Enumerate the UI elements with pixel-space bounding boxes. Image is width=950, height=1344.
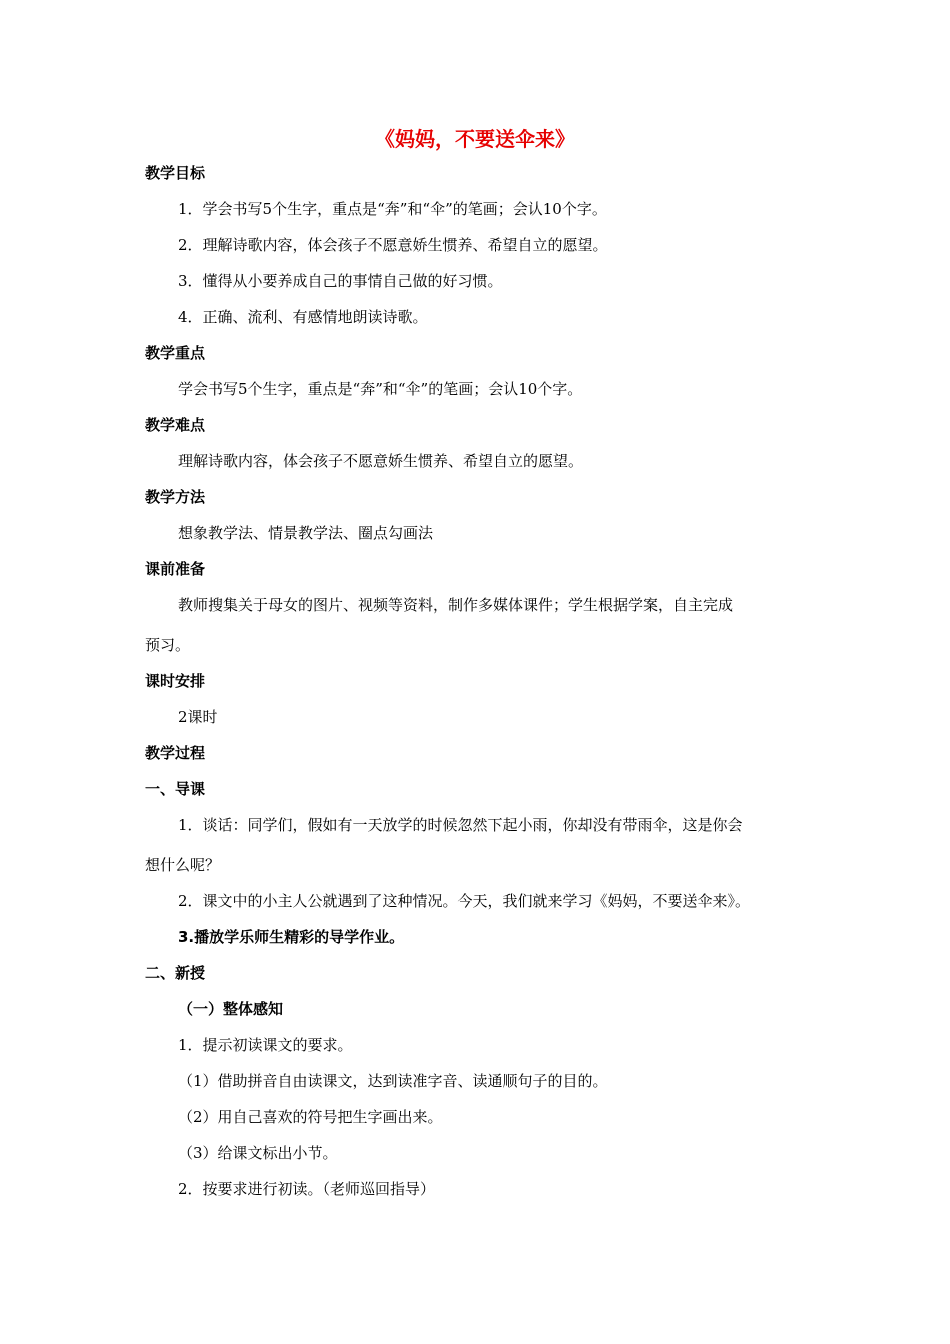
subheading-overall-perception: （一）整体感知: [178, 1000, 284, 1018]
intro-item-1-line-1: 1．谈话：同学们，假如有一天放学的时候忽然下起小雨，你却没有带雨伞，这是你会: [178, 816, 743, 834]
heading-preparation: 课前准备: [145, 560, 206, 578]
heading-schedule: 课时安排: [145, 672, 206, 690]
heading-section-new: 二、新授: [145, 964, 206, 982]
heading-difficulties: 教学难点: [145, 416, 206, 434]
key-points-text: 学会书写5个生字，重点是“奔”和“伞”的笔画；会认10个字。: [178, 380, 583, 398]
preparation-text-line-1: 教师搜集关于母女的图片、视频等资料，制作多媒体课件；学生根据学案，自主完成: [178, 596, 734, 614]
new-item-2: 2．按要求进行初读。（老师巡回指导）: [178, 1180, 436, 1198]
objective-item-4: 4．正确、流利、有感情地朗读诗歌。: [178, 308, 428, 326]
intro-item-2: 2．课文中的小主人公就遇到了这种情况。今天，我们就来学习《妈妈，不要送伞来》。: [178, 892, 751, 910]
objective-item-2: 2．理解诗歌内容，体会孩子不愿意娇生惯养、希望自立的愿望。: [178, 236, 608, 254]
heading-key-points: 教学重点: [145, 344, 206, 362]
heading-section-intro: 一、导课: [145, 780, 206, 798]
intro-item-1-line-2: 想什么呢？: [145, 856, 221, 874]
intro-item-3: 3.播放学乐师生精彩的导学作业。: [178, 928, 405, 946]
heading-objectives: 教学目标: [145, 164, 206, 182]
requirement-3: （3）给课文标出小节。: [178, 1144, 338, 1162]
objective-item-3: 3．懂得从小要养成自己的事情自己做的好习惯。: [178, 272, 503, 290]
preparation-text-line-2: 预习。: [145, 636, 191, 654]
heading-methods: 教学方法: [145, 488, 206, 506]
heading-process: 教学过程: [145, 744, 206, 762]
requirement-2: （2）用自己喜欢的符号把生字画出来。: [178, 1108, 443, 1126]
requirement-1: （1）借助拼音自由读课文，达到读准字音、读通顺句子的目的。: [178, 1072, 608, 1090]
new-item-1: 1．提示初读课文的要求。: [178, 1036, 353, 1054]
difficulties-text: 理解诗歌内容，体会孩子不愿意娇生惯养、希望自立的愿望。: [178, 452, 584, 470]
objective-item-1: 1．学会书写5个生字，重点是“奔”和“伞”的笔画；会认10个字。: [178, 200, 607, 218]
methods-text: 想象教学法、情景教学法、圈点勾画法: [178, 524, 434, 542]
schedule-text: 2课时: [178, 708, 218, 726]
document-title: 《妈妈，不要送伞来》: [375, 127, 575, 151]
